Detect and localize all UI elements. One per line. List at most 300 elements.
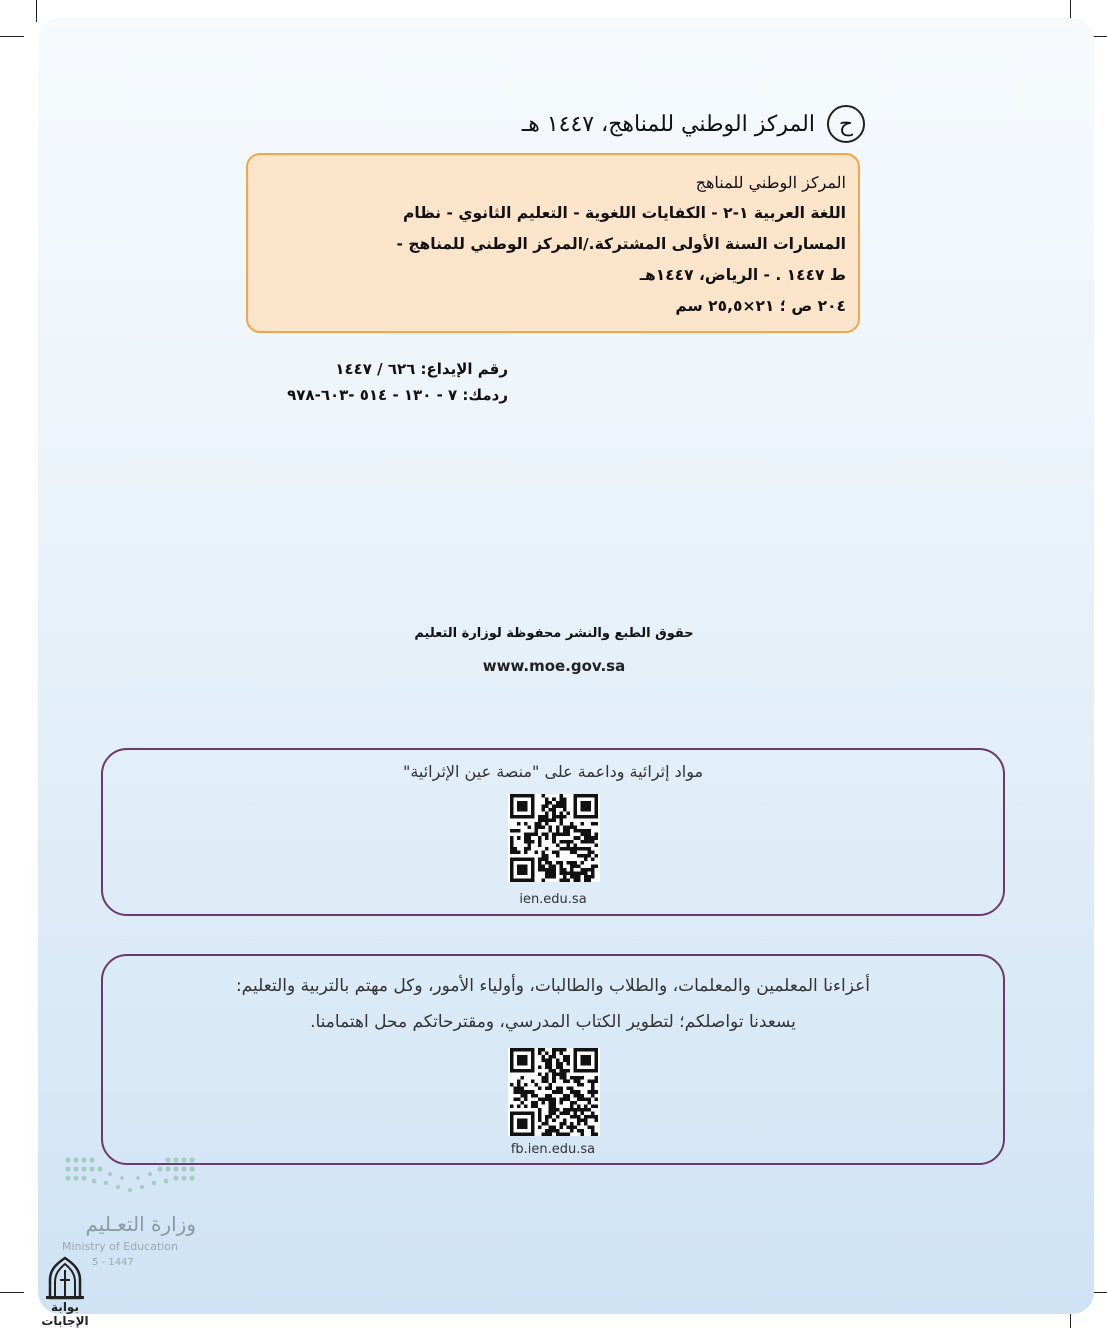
qr-module — [552, 815, 556, 819]
qr-module — [573, 829, 577, 833]
enrichment-text: مواد إثرائية وداعمة على "منصة عين الإثرائية" — [402, 762, 704, 781]
qr-module — [552, 819, 556, 823]
qr-module — [563, 875, 567, 879]
qr-module — [559, 801, 563, 805]
qr-module — [517, 1087, 521, 1091]
qr-module — [552, 840, 556, 844]
qr-module — [587, 847, 591, 851]
qr-module — [573, 1090, 577, 1094]
qr-module — [545, 833, 549, 837]
qr-module — [577, 1115, 581, 1119]
qr-module — [563, 1048, 567, 1052]
qr-module — [545, 1097, 549, 1101]
qr-module — [545, 805, 549, 809]
qr-module — [556, 1048, 560, 1052]
qr-module — [542, 857, 546, 861]
qr-module — [559, 878, 563, 882]
qr-module — [563, 1069, 567, 1073]
qr-module — [521, 1090, 525, 1094]
qr-module — [573, 826, 577, 830]
qr-module — [566, 1132, 570, 1136]
qr-module — [584, 836, 588, 840]
qr-module — [573, 843, 577, 847]
qr-module — [552, 1108, 556, 1112]
qr-module — [594, 1097, 598, 1101]
qr-module — [517, 1104, 521, 1108]
qr-module — [570, 1101, 574, 1105]
qr-module — [591, 1115, 595, 1119]
qr-module — [587, 840, 591, 844]
qr-module — [528, 843, 532, 847]
qr-module — [563, 805, 567, 809]
qr-module — [573, 864, 577, 868]
qr-module — [563, 1059, 567, 1063]
qr-module — [591, 868, 595, 872]
qr-module — [570, 822, 574, 826]
qr-module — [549, 868, 553, 872]
qr-module — [524, 1083, 528, 1087]
qr-module — [591, 857, 595, 861]
qr-module — [591, 850, 595, 854]
qr-module — [577, 875, 581, 879]
publisher-heading — [500, 104, 865, 144]
qr-module — [559, 1066, 563, 1070]
qr-module — [531, 1101, 535, 1105]
cataloging-line: ط ١٤٤٧ . - الرياض، ١٤٤٧هـ — [639, 266, 846, 284]
cataloging-box — [246, 153, 860, 333]
qr-module — [549, 1101, 553, 1105]
qr-module — [552, 864, 556, 868]
qr-module — [566, 840, 570, 844]
qr-module — [545, 1066, 549, 1070]
qr-module — [542, 878, 546, 882]
qr-module — [524, 1097, 528, 1101]
qr-module — [556, 815, 560, 819]
qr-module — [535, 833, 539, 837]
qr-module — [545, 1132, 549, 1136]
qr-module — [584, 875, 588, 879]
qr-module — [591, 864, 595, 868]
qr-module — [559, 840, 563, 844]
qr-code-icon[interactable] — [508, 794, 600, 882]
qr-module — [559, 819, 563, 823]
qr-module — [591, 1129, 595, 1133]
qr-module — [556, 1073, 560, 1077]
qr-module — [594, 822, 598, 826]
qr-module — [577, 1097, 581, 1101]
qr-module — [552, 812, 556, 816]
qr-module — [535, 829, 539, 833]
qr-module — [552, 1069, 556, 1073]
qr-module — [566, 1108, 570, 1112]
qr-module — [580, 1094, 584, 1098]
qr-module — [542, 805, 546, 809]
qr-finder — [517, 864, 528, 875]
qr-module — [563, 878, 567, 882]
qr-module — [584, 1108, 588, 1112]
qr-module — [524, 847, 528, 851]
qr-module — [545, 836, 549, 840]
qr-module — [556, 833, 560, 837]
qr-module — [556, 1115, 560, 1119]
qr-module — [549, 1059, 553, 1063]
qr-module — [528, 826, 532, 830]
qr-module — [545, 822, 549, 826]
qr-module — [535, 1083, 539, 1087]
qr-module — [559, 1122, 563, 1126]
qr-module — [545, 871, 549, 875]
qr-module — [545, 1094, 549, 1098]
qr-module — [587, 836, 591, 840]
qr-module — [535, 1101, 539, 1105]
qr-module — [591, 1111, 595, 1115]
qr-module — [510, 829, 514, 833]
feedback-box — [101, 954, 1005, 1165]
cataloging-line: المركز الوطني للمناهج — [695, 173, 846, 192]
qr-module — [542, 808, 546, 812]
qr-module — [587, 1090, 591, 1094]
qr-module — [552, 1090, 556, 1094]
qr-module — [587, 868, 591, 872]
qr-module — [559, 1069, 563, 1073]
qr-module — [542, 1055, 546, 1059]
qr-module — [559, 1052, 563, 1056]
qr-module — [584, 840, 588, 844]
qr-module — [517, 1097, 521, 1101]
qr-module — [528, 847, 532, 851]
qr-module — [587, 854, 591, 858]
qr-module — [566, 812, 570, 816]
qr-finder — [517, 1118, 528, 1129]
qr-module — [580, 1132, 584, 1136]
qr-module — [584, 871, 588, 875]
qr-module — [552, 1080, 556, 1084]
qr-module — [556, 826, 560, 830]
qr-module — [570, 1122, 574, 1126]
enrichment-url[interactable]: ien.edu.sa — [519, 892, 587, 907]
qr-module — [580, 871, 584, 875]
qr-module — [580, 822, 584, 826]
crop-mark — [0, 36, 24, 37]
qr-module — [545, 875, 549, 879]
ministry-year: 5 - 1447 — [92, 1257, 134, 1268]
qr-module — [591, 1125, 595, 1129]
qr-module — [570, 826, 574, 830]
feedback-line-1: أعزاءنا المعلمين والمعلمات، والطلاب والطالبات، وأولياء الأمور، وكل مهتم بالتربية والتعليم: — [235, 976, 871, 996]
qr-module — [510, 1083, 514, 1087]
qr-module — [549, 1066, 553, 1070]
qr-module — [573, 847, 577, 851]
qr-module — [594, 864, 598, 868]
qr-module — [587, 1101, 591, 1105]
isbn: ردمك: ٧ - ١٣٠ - ٥١٤ -٦٠٣-٩٧٨ — [287, 386, 508, 404]
qr-module — [573, 1115, 577, 1119]
feedback-url[interactable]: fb.ien.edu.sa — [510, 1142, 596, 1157]
qr-module — [524, 1104, 528, 1108]
qr-module — [549, 1097, 553, 1101]
qr-module — [531, 1080, 535, 1084]
qr-finder — [517, 1055, 528, 1066]
qr-module — [573, 1108, 577, 1112]
qr-module — [549, 1104, 553, 1108]
qr-module — [570, 840, 574, 844]
qr-module — [580, 829, 584, 833]
qr-module — [521, 1101, 525, 1105]
qr-module — [580, 1111, 584, 1115]
qr-module — [545, 1062, 549, 1066]
qr-module — [510, 836, 514, 840]
qr-module — [549, 1087, 553, 1091]
qr-module — [577, 871, 581, 875]
qr-module — [542, 850, 546, 854]
qr-module — [538, 861, 542, 865]
qr-module — [545, 819, 549, 823]
qr-module — [549, 1069, 553, 1073]
qr-module — [587, 850, 591, 854]
qr-module — [552, 1125, 556, 1129]
qr-module — [573, 1076, 577, 1080]
qr-module — [556, 1129, 560, 1133]
qr-module — [570, 1115, 574, 1119]
qr-module — [545, 1122, 549, 1126]
ministry-english-name: Ministry of Education — [62, 1240, 179, 1253]
qr-module — [514, 829, 518, 833]
qr-module — [521, 1076, 525, 1080]
qr-module — [577, 847, 581, 851]
qr-module — [552, 1052, 556, 1056]
qr-module — [542, 815, 546, 819]
qr-module — [552, 805, 556, 809]
publisher-title: المركز الوطني للمناهج، ١٤٤٧ هـ — [521, 111, 815, 137]
qr-finder — [517, 801, 528, 812]
qr-module — [559, 1111, 563, 1115]
qr-module — [556, 1066, 560, 1070]
qr-module — [591, 1080, 595, 1084]
qr-module — [584, 1122, 588, 1126]
cataloging-line: اللغة العربية ١-٢ - الكفايات اللغوية - التعليم الثانوي - نظام — [403, 204, 846, 222]
qr-module — [566, 847, 570, 851]
qr-module — [559, 864, 563, 868]
qr-module — [566, 1055, 570, 1059]
qr-module — [559, 1073, 563, 1077]
qr-module — [577, 1129, 581, 1133]
qr-module — [559, 1090, 563, 1094]
qr-module — [538, 840, 542, 844]
qr-module — [577, 854, 581, 858]
qr-module — [577, 1083, 581, 1087]
qr-module — [538, 1066, 542, 1070]
qr-module — [556, 861, 560, 865]
qr-code-icon[interactable] — [508, 1048, 600, 1136]
qr-module — [542, 1076, 546, 1080]
qr-module — [580, 861, 584, 865]
qr-module — [545, 1118, 549, 1122]
qr-module — [573, 871, 577, 875]
qr-module — [552, 1097, 556, 1101]
qr-module — [514, 1090, 518, 1094]
qr-module — [563, 847, 567, 851]
qr-module — [580, 1076, 584, 1080]
qr-module — [580, 847, 584, 851]
qr-module — [549, 864, 553, 868]
qr-module — [587, 878, 591, 882]
qr-module — [510, 840, 514, 844]
qr-module — [542, 1101, 546, 1105]
qr-module — [531, 833, 535, 837]
qr-module — [594, 1076, 598, 1080]
qr-module — [556, 1108, 560, 1112]
qr-module — [549, 1083, 553, 1087]
watermark-text: بوابة الإجابات — [41, 1300, 89, 1328]
qr-module — [549, 826, 553, 830]
qr-module — [584, 878, 588, 882]
qr-module — [535, 1094, 539, 1098]
qr-module — [584, 829, 588, 833]
qr-module — [542, 826, 546, 830]
qr-module — [542, 819, 546, 823]
qr-module — [573, 850, 577, 854]
qr-module — [570, 1125, 574, 1129]
qr-module — [559, 798, 563, 802]
qr-module — [563, 1076, 567, 1080]
qr-module — [538, 1052, 542, 1056]
cataloging-line: المسارات السنة الأولى المشتركة./المركز الوطني للمناهج - — [396, 235, 846, 253]
qr-module — [549, 861, 553, 865]
qr-module — [563, 829, 567, 833]
qr-module — [584, 1118, 588, 1122]
qr-module — [591, 1087, 595, 1091]
qr-module — [552, 1129, 556, 1133]
qr-module — [524, 833, 528, 837]
qr-module — [587, 833, 591, 837]
qr-module — [559, 1087, 563, 1091]
qr-module — [577, 1122, 581, 1126]
qr-module — [524, 1094, 528, 1098]
qr-module — [563, 801, 567, 805]
qr-module — [591, 875, 595, 879]
ministry-arabic-name: وزارة التعـليم — [85, 1212, 196, 1236]
qr-module — [538, 843, 542, 847]
qr-module — [591, 1083, 595, 1087]
qr-module — [594, 843, 598, 847]
qr-module — [542, 1080, 546, 1084]
qr-module — [566, 1094, 570, 1098]
qr-module — [577, 1076, 581, 1080]
qr-module — [559, 815, 563, 819]
qr-module — [566, 843, 570, 847]
qr-module — [545, 854, 549, 858]
qr-module — [545, 1073, 549, 1077]
qr-module — [549, 1111, 553, 1115]
qr-module — [563, 808, 567, 812]
qr-module — [559, 1101, 563, 1105]
qr-module — [535, 826, 539, 830]
crop-mark — [36, 0, 37, 22]
qr-module — [591, 822, 595, 826]
qr-module — [559, 1076, 563, 1080]
qr-module — [517, 850, 521, 854]
qr-module — [559, 861, 563, 865]
qr-module — [538, 1118, 542, 1122]
qr-module — [549, 819, 553, 823]
qr-module — [545, 798, 549, 802]
copyright-notice: حقوق الطبع والنشر محفوظة لوزارة التعليم — [414, 626, 694, 641]
qr-module — [552, 1073, 556, 1077]
qr-module — [552, 798, 556, 802]
qr-module — [563, 1111, 567, 1115]
qr-module — [542, 854, 546, 858]
qr-module — [566, 833, 570, 837]
qr-module — [577, 836, 581, 840]
qr-module — [545, 1129, 549, 1133]
qr-module — [594, 1132, 598, 1136]
qr-module — [556, 805, 560, 809]
qr-module — [552, 871, 556, 875]
qr-module — [573, 1125, 577, 1129]
qr-module — [549, 1115, 553, 1119]
qr-module — [570, 1076, 574, 1080]
qr-module — [549, 801, 553, 805]
qr-module — [542, 794, 546, 798]
qr-module — [524, 836, 528, 840]
qr-module — [545, 1080, 549, 1084]
qr-module — [517, 1090, 521, 1094]
qr-module — [552, 875, 556, 879]
qr-module — [594, 1118, 598, 1122]
qr-module — [552, 1104, 556, 1108]
qr-module — [521, 1087, 525, 1091]
qr-module — [545, 857, 549, 861]
qr-module — [521, 1094, 525, 1098]
qr-module — [542, 1059, 546, 1063]
qr-module — [570, 871, 574, 875]
qr-module — [556, 1090, 560, 1094]
qr-module — [542, 864, 546, 868]
crop-mark — [0, 1292, 24, 1293]
qr-module — [514, 850, 518, 854]
qr-module — [587, 1108, 591, 1112]
qr-module — [580, 1118, 584, 1122]
qr-module — [580, 1083, 584, 1087]
qr-module — [538, 826, 542, 830]
qr-module — [570, 847, 574, 851]
qr-module — [594, 1115, 598, 1119]
qr-module — [563, 1080, 567, 1084]
qr-module — [556, 1087, 560, 1091]
qr-module — [580, 1108, 584, 1112]
qr-module — [538, 857, 542, 861]
qr-module — [556, 1059, 560, 1063]
qr-module — [570, 875, 574, 879]
qr-module — [559, 812, 563, 816]
qr-module — [517, 822, 521, 826]
qr-module — [566, 871, 570, 875]
qr-module — [510, 1104, 514, 1108]
website-link[interactable]: www.moe.gov.sa — [482, 657, 626, 675]
qr-module — [538, 868, 542, 872]
qr-module — [552, 1076, 556, 1080]
qr-module — [524, 1090, 528, 1094]
qr-module — [570, 1108, 574, 1112]
qr-module — [556, 1062, 560, 1066]
qr-module — [566, 1125, 570, 1129]
qr-module — [531, 840, 535, 844]
qr-module — [542, 868, 546, 872]
qr-module — [570, 1090, 574, 1094]
qr-module — [517, 1083, 521, 1087]
qr-module — [573, 1111, 577, 1115]
qr-module — [545, 1115, 549, 1119]
